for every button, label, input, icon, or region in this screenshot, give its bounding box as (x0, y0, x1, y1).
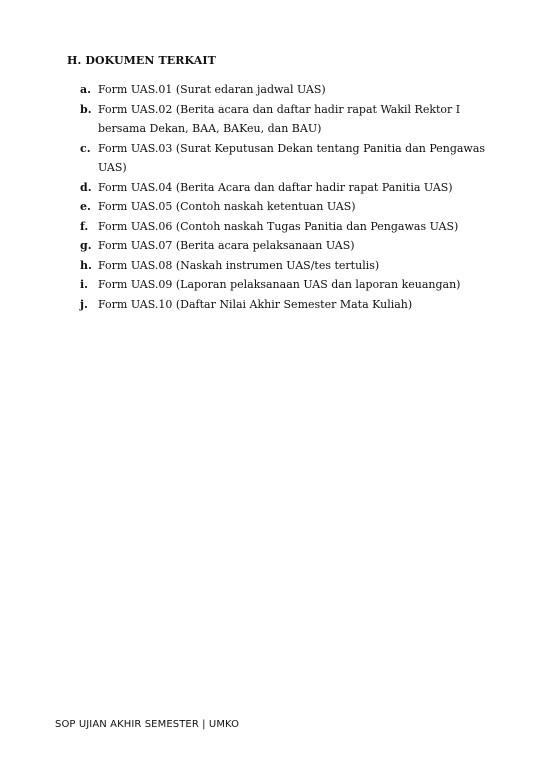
list-item (80, 139, 490, 178)
list-item-text: Form UAS.06 (Contoh naskah Tugas Panitia dan Pengawas UAS) (98, 219, 459, 233)
list-item (80, 100, 490, 139)
list-item (80, 178, 490, 198)
related-documents-list (80, 80, 490, 314)
list-marker: f. (80, 219, 89, 233)
list-item (80, 275, 490, 295)
list-marker: i. (80, 278, 89, 291)
list-item (80, 256, 490, 276)
list-marker: d. (80, 180, 92, 194)
list-marker: j. (80, 297, 88, 311)
list-item (80, 197, 490, 217)
list-marker: a. (80, 83, 91, 96)
list-item-text: Form UAS.03 (Surat Keputusan Dekan tentang Panitia dan Pengawas UAS) (98, 141, 486, 174)
list-item-text: Form UAS.05 (Contoh naskah ketentuan UAS) (98, 200, 356, 213)
list-item (80, 80, 490, 100)
list-item-text: Form UAS.09 (Laporan pelaksanaan UAS dan laporan keuangan) (98, 278, 461, 291)
list-item-text: Form UAS.08 (Naskah instrumen UAS/tes tertulis) (98, 258, 380, 272)
list-marker: c. (80, 141, 91, 155)
list-marker: h. (80, 258, 92, 272)
list-item-text: Form UAS.01 (Surat edaran jadwal UAS) (98, 83, 326, 96)
list-marker: g. (80, 239, 92, 252)
page-footer: SOP UJIAN AKHIR SEMESTER | UMKO (55, 719, 240, 730)
list-marker: b. (80, 102, 92, 116)
list-item-text: Form UAS.10 (Daftar Nilai Akhir Semester Mata Kuliah) (98, 297, 413, 311)
list-item-text: Form UAS.07 (Berita acara pelaksanaan UAS) (98, 239, 355, 252)
list-item (80, 217, 490, 237)
list-item (80, 236, 490, 256)
list-item (80, 295, 490, 315)
list-item-text: Form UAS.04 (Berita Acara dan daftar hadir rapat Panitia UAS) (98, 180, 453, 194)
section-heading: H. DOKUMEN TERKAIT (67, 54, 216, 67)
list-item-text: Form UAS.02 (Berita acara dan daftar hadir rapat Wakil Rektor I bersama Dekan, BAA, BAKeu, dan BAU) (98, 102, 461, 135)
list-marker: e. (80, 200, 91, 213)
